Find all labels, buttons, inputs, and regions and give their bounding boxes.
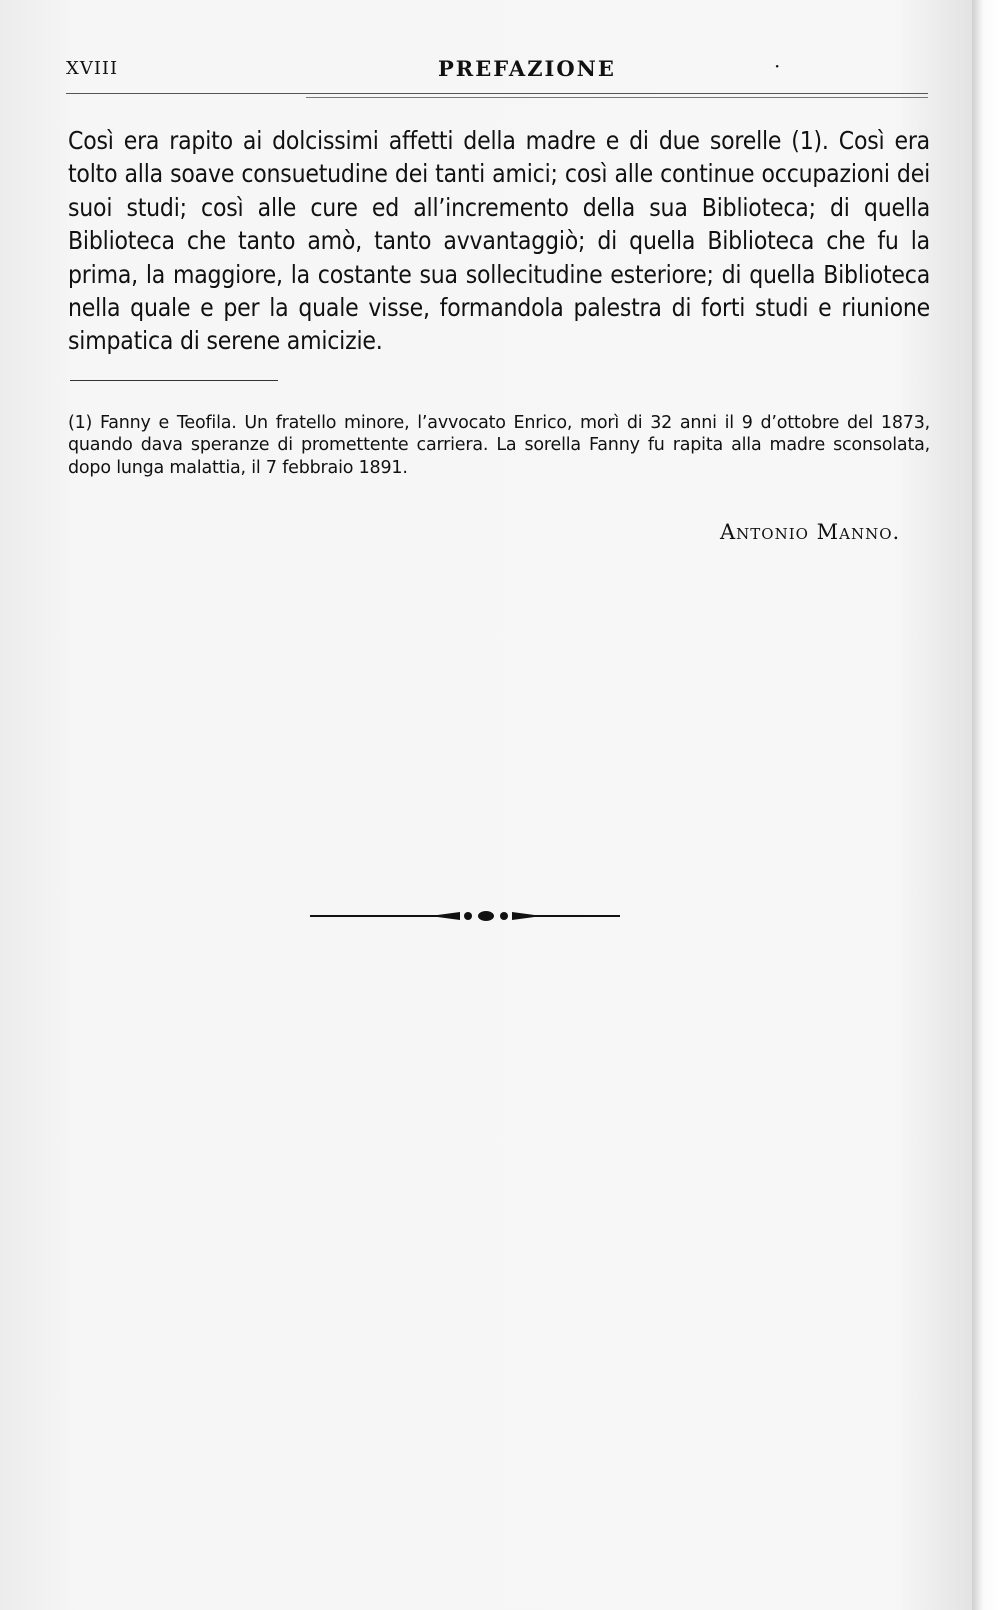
footnote-rule <box>70 380 278 381</box>
header-rule-secondary <box>306 97 928 98</box>
running-head: PREFAZIONE <box>438 56 616 81</box>
body-paragraph: Così era rapito ai dolcissimi affetti della madre e di due sorelle (1). Così era tolto alla soave consuetudine dei tanti amici; così alle continue occupazioni dei suoi studi; così alle cure ed all’incremento della sua Biblioteca; di quella Biblioteca che tanto amò, tanto avvantaggiò; di quella Biblioteca che fu la prima, la maggiore, la costante sua sollecitudine esteriore; di quella Biblioteca nella quale e per la quale visse, formandola palestra di forti studi e riunione simpatica di serene amicizie. <box>68 126 930 356</box>
ornament-divider <box>310 906 620 926</box>
page-header <box>66 56 928 86</box>
footnote-text: (1) Fanny e Teofila. Un fratello minore, l’avvocato Enrico, morì di 32 anni il 9 d’ottobre del 1873, quando dava speranze di promettente carriera. La sorella Fanny fu rapita alla madre sconsolata, dopo lunga malattia, il 7 febbraio 1891. <box>68 413 930 478</box>
page-number: XVIII <box>66 58 119 79</box>
page-edge <box>972 0 1000 1610</box>
footnote <box>68 412 930 479</box>
body-text <box>68 124 930 358</box>
header-rule <box>66 93 928 94</box>
signature: Antonio Manno. <box>720 520 901 544</box>
header-dot: · <box>774 54 781 78</box>
